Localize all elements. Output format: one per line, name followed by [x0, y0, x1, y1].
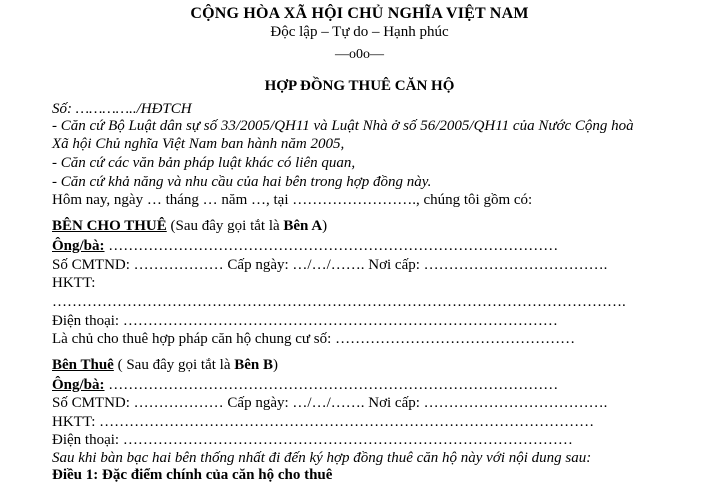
agreement-statement: Sau khi bàn bạc hai bên thống nhất đi đến ký hợp đồng thuê căn hộ này với nội dung sau:: [52, 450, 592, 466]
party-a-phone-line: [52, 312, 558, 330]
party-b-phone-line[interactable]: Điện thoại: ………………………………………………………………………………: [52, 432, 573, 448]
party-a-owner-line[interactable]: Là chủ cho thuê hợp pháp căn hộ chung cư số: …………………………………………: [52, 331, 576, 347]
legal-basis-1: - Căn cứ Bộ Luật dân sự số 33/2005/QH11 và Luật Nhà ở số 56/2005/QH11 của Nước Cộng hoà: [52, 118, 634, 134]
party-a-heading-line: [52, 217, 327, 235]
legal-basis-2: - Căn cứ các văn bản pháp luật khác có liên quan,: [52, 155, 356, 171]
party-a-name-label: Ông/bà:: [52, 238, 105, 254]
party-b-name-label: Ông/bà:: [52, 377, 105, 393]
party-b-name-line: [52, 376, 558, 394]
party-a-note-prefix: (Sau đây gọi tắt là: [166, 218, 284, 234]
party-b-id-line[interactable]: Số CMTND: ……………… Cấp ngày: …/…/……. Nơi cấp: ……………………………….: [52, 395, 608, 411]
party-a-phone-field[interactable]: ……………………………………………………………………………: [119, 313, 558, 329]
national-motto: Độc lập – Tự do – Hạnh phúc: [270, 24, 449, 40]
party-b-name-field[interactable]: ………………………………………………………………………………: [104, 377, 559, 393]
party-a-heading: BÊN CHO THUÊ: [52, 218, 167, 234]
party-a-note-suffix: ): [322, 218, 328, 234]
legal-basis-1-cont: Xã hội Chủ nghĩa Việt Nam ban hành năm 2005,: [52, 136, 345, 152]
party-a-short-name: Bên A: [283, 218, 323, 234]
party-a-name-line: [52, 237, 558, 255]
legal-basis-3: - Căn cứ khả năng và nhu cầu của hai bên trong hợp đồng này.: [52, 174, 432, 190]
party-b-note-suffix: ): [273, 357, 278, 373]
party-a-hktt-label: HKTT:: [52, 275, 96, 291]
party-b-heading-line: [52, 356, 278, 374]
party-b-heading: Bên Thuê: [52, 357, 114, 373]
contract-title: HỢP ĐỒNG THUÊ CĂN HỘ: [264, 78, 455, 94]
title-separator: —o0o—: [335, 47, 384, 62]
party-a-hktt-field[interactable]: …………………………………………………………………………………………………….: [52, 294, 626, 310]
national-title: CỘNG HÒA XÃ HỘI CHỦ NGHĨA VIỆT NAM: [190, 5, 529, 22]
party-b-short-name: Bên B: [234, 357, 273, 373]
party-b-note-prefix: ( Sau đây gọi tắt là: [113, 357, 235, 373]
party-a-id-line[interactable]: Số CMTND: ……………… Cấp ngày: …/…/……. Nơi cấp: ……………………………….: [52, 257, 608, 273]
contract-number: Số: …………../HĐTCH: [52, 101, 192, 117]
article-1-heading: Điều 1: Đặc điểm chính của căn hộ cho thuê: [52, 467, 333, 483]
party-b-hktt-line[interactable]: HKTT: ………………………………………………………………………………………: [52, 414, 595, 430]
party-a-name-field[interactable]: ………………………………………………………………………………: [104, 238, 559, 254]
date-place-line: Hôm nay, ngày … tháng … năm …, tại ……………………., chúng tôi gồm có:: [52, 192, 533, 208]
party-a-phone-label: Điện thoại:: [52, 313, 120, 329]
